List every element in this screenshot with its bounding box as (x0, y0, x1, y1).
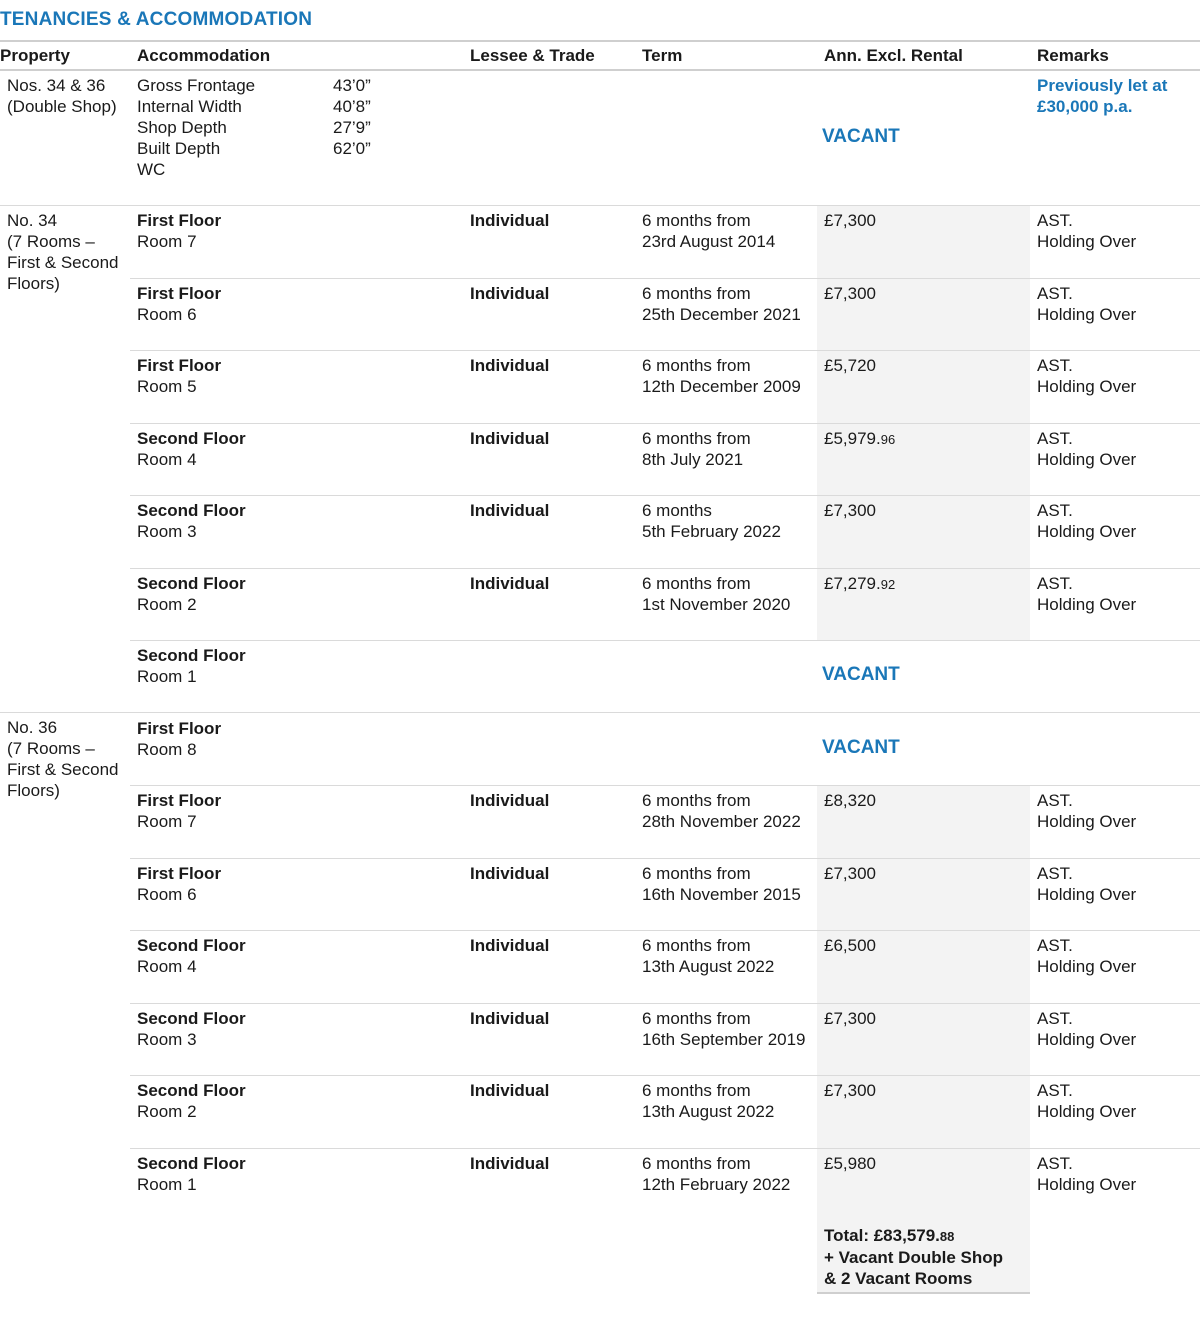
floor-label: Second Floor (137, 501, 246, 520)
total-amount (824, 1225, 1003, 1247)
floor-label: First Floor (137, 791, 222, 810)
term-cell (642, 428, 751, 470)
rental-cell (824, 500, 876, 522)
remarks-line: AST. (1037, 211, 1073, 230)
spec-label: WC (137, 160, 166, 179)
row-divider (130, 423, 1200, 424)
remarks-cell (1037, 428, 1136, 470)
header-rule (0, 69, 1200, 71)
rental-cell (824, 935, 876, 957)
accommodation-cell (137, 935, 246, 977)
term-line: 6 months from (642, 429, 751, 448)
remarks-cell (1037, 1080, 1136, 1122)
floor-label: First Floor (137, 356, 222, 375)
property-line: Floors) (7, 274, 60, 293)
room-label: Room 5 (137, 377, 197, 396)
term-cell (642, 935, 774, 977)
term-line: 16th September 2019 (642, 1030, 806, 1049)
row-divider (130, 1003, 1200, 1004)
floor-label: Second Floor (137, 1081, 246, 1100)
property-line: First & Second (7, 760, 119, 779)
remarks-line: AST. (1037, 936, 1073, 955)
term-line: 6 months from (642, 864, 751, 883)
accommodation-cell (137, 210, 221, 252)
spec-row (137, 117, 371, 138)
lessee-cell: Individual (470, 1154, 550, 1173)
accommodation-cell (137, 645, 246, 687)
spec-label: Built Depth (137, 139, 221, 158)
term-line: 6 months from (642, 1009, 751, 1028)
rental-value: £7,300 (824, 284, 876, 303)
accommodation-cell (137, 355, 221, 397)
spec-row (137, 75, 371, 96)
rental-cell (824, 863, 876, 885)
term-line: 16th November 2015 (642, 885, 801, 904)
row-divider (130, 1075, 1200, 1076)
spec-row (137, 138, 371, 159)
spec-value: 43’0” (333, 76, 371, 95)
rental-value: £5,980 (824, 1154, 876, 1173)
remarks-line: Holding Over (1037, 1030, 1137, 1049)
header-lessee: Lessee & Trade (470, 46, 595, 65)
term-line: 6 months from (642, 211, 751, 230)
term-line: 23rd August 2014 (642, 232, 776, 251)
accommodation-cell (137, 283, 221, 325)
term-line: 5th February 2022 (642, 522, 781, 541)
spec-label: Gross Frontage (137, 76, 256, 95)
section-divider (0, 712, 1200, 713)
accommodation-cell (137, 573, 246, 615)
rental-cell (824, 1008, 876, 1030)
total-rule (817, 1292, 1030, 1294)
rental-value: £7,300 (824, 501, 876, 520)
lessee-cell: Individual (470, 864, 550, 883)
remarks-line: AST. (1037, 284, 1073, 303)
shop-remarks (1037, 75, 1167, 117)
remarks-line: AST. (1037, 429, 1073, 448)
shop-remarks-line: £30,000 p.a. (1037, 97, 1133, 116)
lessee-cell: Individual (470, 791, 550, 810)
total-main: Total: £83,579. (824, 1226, 940, 1245)
remarks-cell (1037, 1008, 1136, 1050)
total-line: & 2 Vacant Rooms (824, 1269, 973, 1288)
room-label: Room 1 (137, 667, 197, 686)
room-label: Room 6 (137, 885, 197, 904)
term-line: 6 months (642, 501, 712, 520)
term-cell (642, 283, 801, 325)
term-line: 13th August 2022 (642, 1102, 775, 1121)
term-line: 28th November 2022 (642, 812, 801, 831)
rental-pence: 96 (880, 432, 896, 447)
page-title: TENANCIES & ACCOMMODATION (0, 9, 313, 30)
rental-cell (824, 210, 876, 232)
shop-specs (137, 75, 371, 180)
remarks-line: Holding Over (1037, 1102, 1137, 1121)
property-line: No. 34 (7, 211, 58, 230)
room-label: Room 2 (137, 595, 197, 614)
remarks-cell (1037, 863, 1136, 905)
rental-value: £7,300 (824, 1081, 876, 1100)
total-line: + Vacant Double Shop (824, 1248, 1004, 1267)
rental-cell (824, 1153, 876, 1175)
rental-shade-no36 (817, 786, 1030, 1292)
row-divider (130, 495, 1200, 496)
term-cell (642, 355, 801, 397)
rental-value: £8,320 (824, 791, 876, 810)
header-term: Term (642, 46, 683, 65)
floor-label: Second Floor (137, 574, 246, 593)
lessee-cell: Individual (470, 501, 550, 520)
floor-label: First Floor (137, 864, 222, 883)
rental-value: £7,300 (824, 864, 876, 883)
lessee-cell: Individual (470, 1009, 550, 1028)
remarks-cell (1037, 1153, 1136, 1195)
room-label: Room 7 (137, 812, 197, 831)
section-divider (0, 205, 1200, 206)
term-line: 6 months from (642, 791, 751, 810)
remarks-line: Holding Over (1037, 812, 1137, 831)
lessee-cell: Individual (470, 936, 550, 955)
shop-property-line: Nos. 34 & 36 (7, 76, 106, 95)
floor-label: Second Floor (137, 936, 246, 955)
remarks-cell (1037, 283, 1136, 325)
shop-property-line: (Double Shop) (7, 97, 117, 116)
accommodation-cell (137, 1153, 246, 1195)
floor-label: Second Floor (137, 646, 246, 665)
room-label: Room 3 (137, 522, 197, 541)
term-cell (642, 790, 801, 832)
lessee-cell: Individual (470, 429, 550, 448)
row-divider (130, 640, 1200, 641)
shop-property-cell (7, 75, 117, 117)
rental-cell (824, 790, 876, 812)
room-label: Room 2 (137, 1102, 197, 1121)
term-line: 6 months from (642, 1081, 751, 1100)
remarks-cell (1037, 935, 1136, 977)
row-divider (130, 785, 1200, 786)
term-cell (642, 1008, 806, 1050)
shop-vacant-status: VACANT (822, 126, 900, 147)
remarks-line: Holding Over (1037, 885, 1137, 904)
accommodation-cell (137, 500, 246, 542)
remarks-line: AST. (1037, 574, 1073, 593)
spec-value: 40’8” (333, 97, 371, 116)
total-pence: 88 (939, 1229, 955, 1244)
term-line: 1st November 2020 (642, 595, 791, 614)
spec-value: 62’0” (333, 139, 371, 158)
row-divider (130, 858, 1200, 859)
accommodation-cell (137, 1080, 246, 1122)
header-remarks: Remarks (1037, 46, 1109, 65)
row-divider (130, 930, 1200, 931)
rental-cell (824, 283, 876, 305)
row-divider (130, 568, 1200, 569)
remarks-line: Holding Over (1037, 957, 1137, 976)
accommodation-cell (137, 1008, 246, 1050)
remarks-cell (1037, 790, 1136, 832)
room-label: Room 7 (137, 232, 197, 251)
room-label: Room 8 (137, 740, 197, 759)
term-cell (642, 863, 801, 905)
floor-label: First Floor (137, 284, 222, 303)
term-line: 6 months from (642, 356, 751, 375)
lessee-cell: Individual (470, 574, 550, 593)
total-cell (824, 1225, 1003, 1289)
remarks-line: AST. (1037, 791, 1073, 810)
title-rule (0, 40, 1200, 42)
term-line: 12th February 2022 (642, 1175, 791, 1194)
term-line: 25th December 2021 (642, 305, 801, 324)
accommodation-cell (137, 718, 221, 760)
header-accommodation: Accommodation (137, 46, 271, 65)
spec-label: Shop Depth (137, 118, 227, 137)
lessee-cell: Individual (470, 211, 550, 230)
floor-label: First Floor (137, 211, 222, 230)
vacant-status: VACANT (822, 664, 900, 685)
remarks-line: Holding Over (1037, 450, 1137, 469)
no36-property-cell (7, 717, 119, 801)
remarks-line: Holding Over (1037, 305, 1137, 324)
no34-property-cell (7, 210, 119, 294)
rental-value: £7,300 (824, 211, 876, 230)
property-line: First & Second (7, 253, 119, 272)
floor-label: Second Floor (137, 429, 246, 448)
remarks-line: AST. (1037, 1009, 1073, 1028)
term-line: 8th July 2021 (642, 450, 744, 469)
remarks-line: AST. (1037, 1154, 1073, 1173)
rental-cell (824, 1080, 876, 1102)
row-divider (130, 278, 1200, 279)
term-cell (642, 210, 775, 252)
remarks-line: AST. (1037, 356, 1073, 375)
spec-row (137, 159, 371, 180)
property-line: (7 Rooms – (7, 739, 95, 758)
remarks-cell (1037, 355, 1136, 397)
property-line: (7 Rooms – (7, 232, 95, 251)
remarks-line: AST. (1037, 864, 1073, 883)
room-label: Room 4 (137, 957, 197, 976)
spec-row (137, 96, 371, 117)
floor-label: Second Floor (137, 1009, 246, 1028)
shop-remarks-line: Previously let at (1037, 76, 1168, 95)
term-cell (642, 573, 790, 615)
property-line: No. 36 (7, 718, 58, 737)
rental-value: £5,979. (824, 429, 881, 448)
vacant-status: VACANT (822, 737, 900, 758)
term-cell (642, 500, 781, 542)
remarks-line: Holding Over (1037, 232, 1137, 251)
rental-cell (824, 573, 895, 595)
property-line: Floors) (7, 781, 60, 800)
term-line: 6 months from (642, 574, 751, 593)
row-divider (130, 350, 1200, 351)
lessee-cell: Individual (470, 284, 550, 303)
room-label: Room 3 (137, 1030, 197, 1049)
rental-pence: 92 (880, 577, 896, 592)
spec-label: Internal Width (137, 97, 242, 116)
term-cell (642, 1080, 774, 1122)
term-line: 6 months from (642, 936, 751, 955)
rental-value: £7,279. (824, 574, 881, 593)
rental-value: £7,300 (824, 1009, 876, 1028)
room-label: Room 6 (137, 305, 197, 324)
room-label: Room 4 (137, 450, 197, 469)
lessee-cell: Individual (470, 356, 550, 375)
remarks-line: Holding Over (1037, 595, 1137, 614)
rental-cell (824, 428, 895, 450)
row-divider (130, 1148, 1200, 1149)
term-line: 13th August 2022 (642, 957, 775, 976)
accommodation-cell (137, 863, 221, 905)
rental-value: £6,500 (824, 936, 876, 955)
floor-label: First Floor (137, 719, 222, 738)
remarks-line: Holding Over (1037, 1175, 1137, 1194)
remarks-cell (1037, 500, 1136, 542)
room-label: Room 1 (137, 1175, 197, 1194)
remarks-line: Holding Over (1037, 377, 1137, 396)
floor-label: Second Floor (137, 1154, 246, 1173)
rental-cell (824, 355, 876, 377)
rental-value: £5,720 (824, 356, 876, 375)
term-cell (642, 1153, 790, 1195)
accommodation-cell (137, 428, 246, 470)
header-rental: Ann. Excl. Rental (824, 46, 963, 65)
remarks-cell (1037, 573, 1136, 615)
remarks-cell (1037, 210, 1136, 252)
lessee-cell: Individual (470, 1081, 550, 1100)
remarks-line: AST. (1037, 501, 1073, 520)
remarks-line: Holding Over (1037, 522, 1137, 541)
term-line: 6 months from (642, 284, 751, 303)
header-property: Property (0, 46, 70, 65)
spec-value: 27’9” (333, 118, 371, 137)
term-line: 6 months from (642, 1154, 751, 1173)
remarks-line: AST. (1037, 1081, 1073, 1100)
accommodation-cell (137, 790, 221, 832)
term-line: 12th December 2009 (642, 377, 801, 396)
